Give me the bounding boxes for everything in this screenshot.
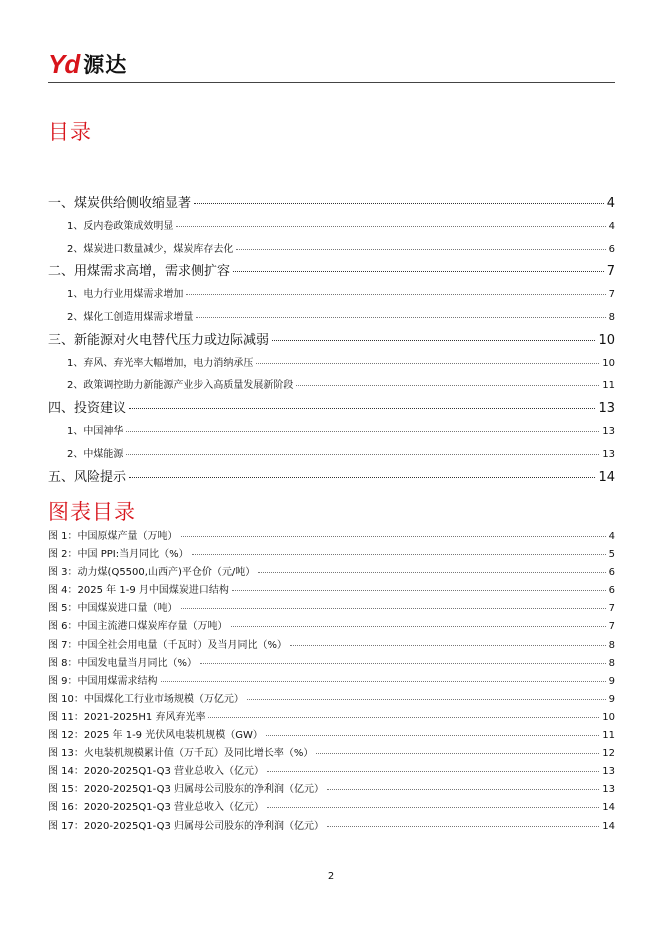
dot-leader: [256, 363, 599, 364]
entry-label: 图 9：中国用煤需求结构: [48, 675, 158, 687]
entry-label: 图 3：动力煤(Q5500,山西产)平仓价（元/吨）: [48, 567, 256, 579]
entry-page-number: 8: [608, 311, 615, 323]
dot-leader: [129, 408, 595, 409]
dot-leader: [296, 385, 599, 386]
entry-label: 2、煤化工创造用煤需求增量: [67, 311, 194, 323]
entry-page-number: 4: [608, 220, 615, 232]
figure-entry[interactable]: [48, 582, 615, 600]
dot-leader: [181, 536, 606, 537]
entry-page-number: 13: [602, 448, 615, 460]
entry-page-number: 7: [606, 264, 615, 280]
entry-label: 图 17：2020-2025Q1-Q3 归属母公司股东的净利润（亿元）: [48, 820, 325, 832]
entry-label: 1、电力行业用煤需求增加: [67, 289, 184, 301]
dot-leader: [258, 572, 605, 573]
dot-leader: [247, 699, 606, 700]
figure-entry[interactable]: [48, 745, 615, 763]
toc-subsection-entry[interactable]: [48, 216, 615, 239]
toc-list: [48, 193, 615, 489]
toc-subsection-entry[interactable]: [48, 239, 615, 262]
toc-section-entry[interactable]: [48, 193, 615, 216]
dot-leader: [208, 717, 599, 718]
entry-page-number: 6: [608, 567, 615, 579]
entry-page-number: 12: [602, 748, 615, 760]
logo-mark: Yd: [48, 48, 80, 79]
entry-label: 2、中煤能源: [67, 448, 124, 460]
entry-page-number: 7: [608, 603, 615, 615]
entry-page-number: 8: [608, 639, 615, 651]
dot-leader: [192, 554, 606, 555]
entry-page-number: 7: [608, 621, 615, 633]
figure-list-title: 图表目录: [48, 500, 136, 524]
entry-page-number: 11: [602, 380, 615, 392]
entry-page-number: 8: [608, 657, 615, 669]
dot-leader: [231, 626, 606, 627]
entry-label: 图 7：中国全社会用电量（千瓦时）及当月同比（%）: [48, 639, 288, 651]
dot-leader: [126, 431, 599, 432]
dot-leader: [327, 789, 599, 790]
entry-page-number: 13: [602, 766, 615, 778]
entry-label: 一、煤炭供给侧收缩显著: [48, 196, 192, 211]
figure-entry[interactable]: [48, 799, 615, 817]
entry-page-number: 13: [602, 425, 615, 437]
entry-label: 1、弃风、弃光率大幅增加，电力消纳承压: [67, 357, 254, 369]
dot-leader: [181, 608, 606, 609]
dot-leader: [126, 454, 599, 455]
entry-page-number: 5: [608, 549, 615, 561]
dot-leader: [327, 826, 599, 827]
entry-label: 五、风险提示: [48, 469, 127, 485]
figure-entry[interactable]: [48, 618, 615, 636]
figure-entry[interactable]: [48, 564, 615, 582]
toc-subsection-entry[interactable]: [48, 444, 615, 467]
dot-leader: [233, 271, 604, 272]
brand-logo: [48, 50, 127, 78]
dot-leader: [232, 590, 606, 591]
entry-page-number: 9: [608, 693, 615, 705]
dot-leader: [272, 340, 595, 341]
toc-title: 目录: [48, 120, 92, 144]
entry-page-number: 10: [602, 357, 615, 369]
entry-page-number: 10: [598, 332, 615, 348]
dot-leader: [186, 294, 605, 295]
entry-page-number: 14: [602, 802, 615, 814]
entry-page-number: 6: [608, 585, 615, 597]
dot-leader: [176, 226, 605, 227]
figure-entry[interactable]: [48, 673, 615, 691]
figure-entry[interactable]: [48, 818, 615, 836]
entry-label: 1、反内卷政策成效明显: [67, 220, 174, 232]
dot-leader: [196, 317, 605, 318]
dot-leader: [236, 249, 605, 250]
entry-label: 2、煤炭进口数量减少，煤炭库存去化: [67, 243, 234, 255]
entry-page-number: 13: [598, 401, 615, 417]
entry-label: 二、用煤需求高增，需求侧扩容: [48, 264, 231, 280]
entry-page-number: 6: [608, 243, 615, 255]
entry-label: 图 6：中国主流港口煤炭库存量（万吨）: [48, 621, 228, 633]
toc-subsection-entry[interactable]: [48, 375, 615, 398]
dot-leader: [316, 753, 599, 754]
brand-name: 源达: [83, 53, 128, 77]
entry-label: 图 1：中国原煤产量（万吨）: [48, 531, 178, 542]
toc-section-entry[interactable]: [48, 467, 615, 490]
figure-entry[interactable]: [48, 655, 615, 673]
figure-entry[interactable]: [48, 637, 615, 655]
figure-entry[interactable]: [48, 763, 615, 781]
entry-label: 图 10：中国煤化工行业市场规模（万亿元）: [48, 693, 244, 705]
entry-label: 图 15：2020-2025Q1-Q3 归属母公司股东的净利润（亿元）: [48, 784, 325, 796]
dot-leader: [290, 645, 606, 646]
dot-leader: [267, 771, 599, 772]
entry-label: 2、政策调控助力新能源产业步入高质量发展新阶段: [67, 380, 294, 392]
dot-leader: [129, 477, 595, 478]
figure-entry[interactable]: [48, 709, 615, 727]
page-number: 2: [327, 871, 335, 882]
figure-entry[interactable]: [48, 727, 615, 745]
toc-section-entry[interactable]: [48, 330, 615, 353]
entry-label: 图 11：2021-2025H1 弃风弃光率: [48, 711, 206, 723]
figure-entry[interactable]: [48, 691, 615, 709]
dot-leader: [266, 735, 599, 736]
entry-label: 图 16：2020-2025Q1-Q3 营业总收入（亿元）: [48, 802, 265, 814]
entry-page-number: 10: [602, 711, 615, 723]
entry-page-number: 4: [606, 196, 615, 211]
entry-page-number: 9: [608, 675, 615, 687]
figure-entry[interactable]: [48, 781, 615, 799]
dot-leader: [267, 807, 599, 808]
entry-label: 图 8：中国发电量当月同比（%）: [48, 657, 198, 669]
toc-section-entry[interactable]: [48, 261, 615, 284]
entry-page-number: 13: [602, 784, 615, 796]
figure-entry[interactable]: [48, 600, 615, 618]
entry-label: 图 13：火电装机规模累计值（万千瓦）及同比增长率（%）: [48, 748, 314, 760]
entry-page-number: 4: [608, 531, 615, 542]
figure-entry[interactable]: [48, 546, 615, 564]
entry-label: 四、投资建议: [48, 401, 127, 417]
entry-label: 图 14：2020-2025Q1-Q3 营业总收入（亿元）: [48, 766, 265, 778]
toc-subsection-entry[interactable]: [48, 353, 615, 376]
entry-page-number: 7: [608, 289, 615, 301]
entry-label: 1、中国神华: [67, 425, 124, 437]
entry-label: 图 2：中国 PPI:当月同比（%）: [48, 549, 189, 561]
dot-leader: [194, 203, 604, 204]
entry-label: 三、新能源对火电替代压力或边际减弱: [48, 332, 270, 348]
entry-page-number: 14: [602, 820, 615, 832]
entry-label: 图 12：2025 年 1-9 光伏风电装机规模（GW）: [48, 730, 263, 742]
toc-section-entry[interactable]: [48, 398, 615, 421]
toc-subsection-entry[interactable]: [48, 421, 615, 444]
entry-label: 图 4：2025 年 1-9 月中国煤炭进口结构: [48, 585, 229, 597]
entry-page-number: 11: [602, 730, 615, 742]
entry-page-number: 14: [598, 469, 615, 485]
dot-leader: [161, 681, 606, 682]
figure-entry[interactable]: [48, 528, 615, 546]
dot-leader: [200, 663, 606, 664]
toc-subsection-entry[interactable]: [48, 307, 615, 330]
toc-subsection-entry[interactable]: [48, 284, 615, 307]
header-divider: [48, 82, 615, 83]
figure-list: [48, 528, 615, 836]
entry-label: 图 5：中国煤炭进口量（吨）: [48, 603, 178, 615]
